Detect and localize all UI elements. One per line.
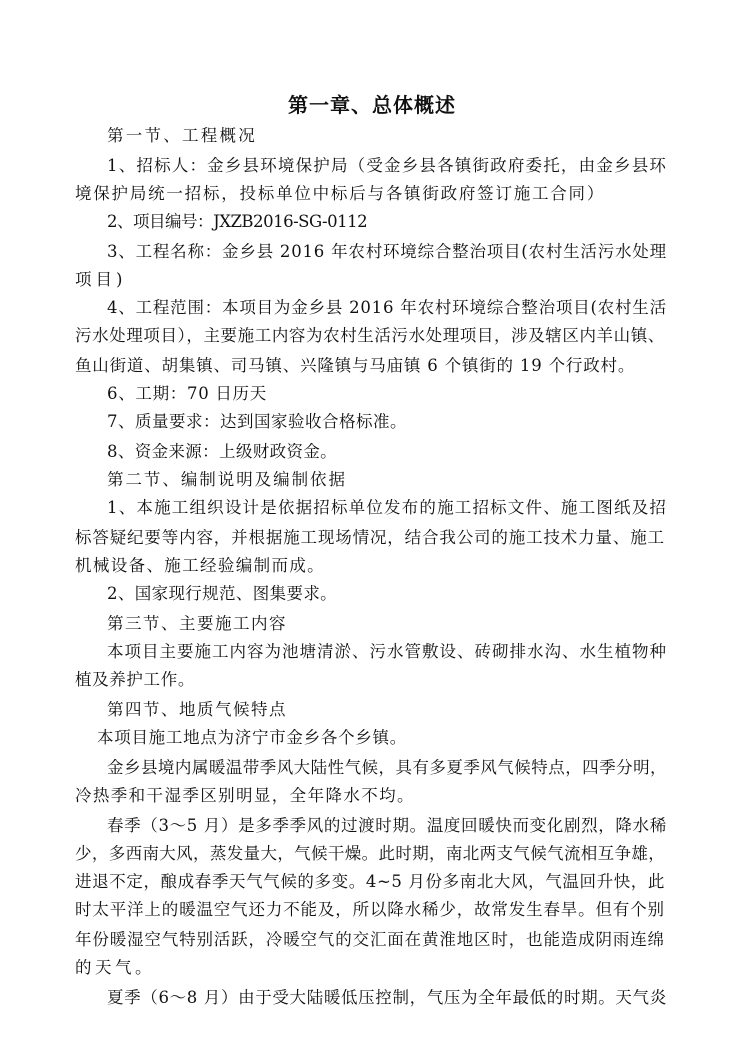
- paragraph-line: 少，多西南大风，蒸发量大，气候干燥。此时期，南北两支气候气流相互争雄，: [75, 844, 666, 863]
- section-heading-3: 第三节、主要施工内容: [107, 614, 287, 633]
- paragraph-line: 境保护局统一招标，投标单位中标后与各镇街政府签订施工合同）: [75, 184, 606, 203]
- paragraph-line: 机械设备、施工经验编制而成。: [75, 556, 326, 575]
- paragraph-line: 鱼山街道、胡集镇、司马镇、兴隆镇与马庙镇 6 个镇街的 19 个行政村。: [75, 356, 636, 375]
- paragraph-line: 春季（3～5 月）是多季季风的过渡时期。温度回暖快而变化剧烈，降水稀: [107, 816, 667, 835]
- paragraph-line: 1、招标人：金乡县环境保护局（受金乡县各镇街政府委托，由金乡县环: [107, 156, 668, 175]
- section-heading-2: 第二节、编制说明及编制依据: [107, 470, 347, 489]
- paragraph-line: 夏季（6～8 月）由于受大陆暖低压控制，气压为全年最低的时期。天气炎: [107, 988, 667, 1007]
- paragraph-line: 2、国家现行规范、图集要求。: [107, 584, 338, 603]
- section-heading-4: 第四节、地质气候特点: [107, 700, 287, 719]
- paragraph-line: 植及养护工作。: [75, 670, 195, 689]
- paragraph-line: 污水处理项目），主要施工内容为农村生活污水处理项目，涉及辖区内羊山镇、: [75, 326, 665, 345]
- paragraph-line: 标答疑纪要等内容，并根据施工现场情况，结合我公司的施工技术力量、施工: [75, 528, 665, 547]
- paragraph-line: 时太平洋上的暖温空气还力不能及，所以降水稀少，故常发生春旱。但有个别: [75, 900, 665, 919]
- paragraph-line: 年份暖湿空气特别活跃，冷暖空气的交汇面在黄淮地区时，也能造成阴雨连绵: [75, 930, 665, 949]
- paragraph-line: 6、工期：70 日历天: [107, 384, 267, 403]
- paragraph-line: 7、质量要求：达到国家验收合格标准。: [107, 412, 407, 431]
- paragraph-line: 2、项目编号：JXZB2016-SG-0112: [107, 212, 368, 231]
- chapter-title: 第一章、总体概述: [288, 93, 456, 117]
- paragraph-line: 冷热季和干湿季区别明显，全年降水不均。: [75, 786, 415, 805]
- paragraph-line: 8、资金来源：上级财政资金。: [107, 442, 338, 461]
- paragraph-line: 本项目主要施工内容为池塘清淤、污水管敷设、砖砌排水沟、水生植物种: [107, 642, 667, 661]
- paragraph-line: 本项目施工地点为济宁市金乡各个乡镇。: [97, 728, 407, 747]
- paragraph-line: 的天气。: [75, 958, 155, 977]
- paragraph-line: 3、工程名称：金乡县 2016 年农村环境综合整治项目(农村生活污水处理: [107, 242, 667, 261]
- paragraph-line: 4、工程范围：本项目为金乡县 2016 年农村环境综合整治项目(农村生活: [107, 298, 667, 317]
- section-heading-1: 第一节、工程概况: [107, 126, 257, 145]
- paragraph-line: 金乡县境内属暖温带季风大陆性气候，具有多夏季风气候特点，四季分明，: [107, 758, 668, 777]
- paragraph-line: 进退不定，酿成春季天气气候的多变。4~5 月份多南北大风，气温回升快，此: [75, 872, 666, 891]
- paragraph-line: 项目): [75, 270, 127, 289]
- paragraph-line: 1、本施工组织设计是依据招标单位发布的施工招标文件、施工图纸及招: [107, 498, 668, 517]
